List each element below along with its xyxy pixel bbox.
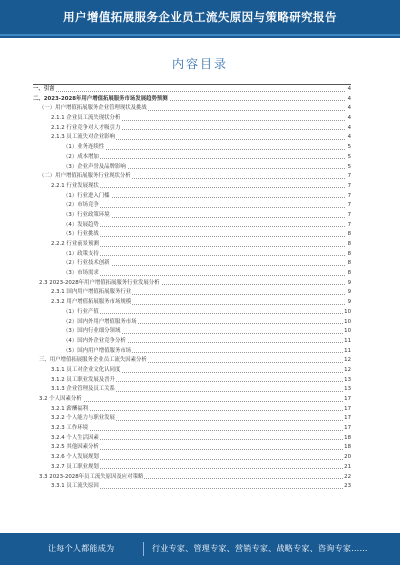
toc-entry-label: 2.2.2 行业前景预测 [51, 240, 100, 250]
toc-entry-page: 7 [347, 201, 351, 211]
toc-leader-dots [51, 410, 345, 411]
toc-entry[interactable] [33, 288, 351, 298]
toc-entry[interactable] [33, 143, 351, 153]
toc-entry-label: （1）业务连续性 [63, 143, 105, 153]
toc-heading: 内容目录 [171, 57, 228, 71]
toc-entry[interactable] [33, 482, 351, 492]
toc-entry-label: 3.1.3 企业管理及员工关系 [51, 385, 116, 395]
toc-entry-label: 二、2023-2028年用户增值拓展服务市场发展趋势预测 [33, 95, 169, 105]
toc-entry-label: 3.2.4 个人生活因素 [51, 434, 100, 444]
toc-entry-label: 2.1.1 企业员工流失现状分析 [51, 114, 121, 124]
toc-entry-label: （5）行业挑战 [63, 230, 100, 240]
footer-roles: 行业专家、管理专家、营销专家、战略专家、咨询专家…… [152, 544, 368, 553]
toc-entry[interactable] [33, 453, 351, 463]
toc-entry-page: 4 [347, 124, 351, 134]
toc-entry-page: 8 [347, 240, 351, 250]
toc-entry-label: （4）国内外企业竞争分析 [63, 337, 127, 347]
toc-entry[interactable] [33, 443, 351, 453]
toc-entry-label: （1）政策支持 [63, 250, 100, 260]
toc-entry[interactable] [33, 182, 351, 192]
toc-entry[interactable] [33, 298, 351, 308]
toc-entry-page: 12 [343, 356, 351, 366]
toc-entry[interactable] [33, 473, 351, 483]
toc-entry[interactable] [33, 104, 351, 114]
toc-entry-label: 3.2.7 员工职业规划 [51, 463, 100, 473]
toc-entry[interactable] [33, 337, 351, 347]
toc-entry-page: 10 [343, 308, 351, 318]
toc-entry-page: 9 [347, 298, 351, 308]
toc-entry-page: 17 [343, 414, 351, 424]
toc-leader-dots [63, 313, 345, 314]
toc-entry-page: 23 [343, 482, 351, 492]
toc-entry-label: （4）发展趋势 [63, 221, 100, 231]
toc-entry-page: 8 [347, 269, 351, 279]
toc-entry-page: 8 [347, 250, 351, 260]
toc-entry[interactable] [33, 230, 351, 240]
toc-entry[interactable] [33, 153, 351, 163]
toc-leader-dots [51, 430, 345, 431]
toc-entry-page: 7 [347, 221, 351, 231]
toc-entry-page: 7 [347, 192, 351, 202]
toc-entry[interactable] [33, 318, 351, 328]
toc-entry-label: （3）市场需求 [63, 269, 100, 279]
toc-leader-dots [63, 149, 345, 150]
toc-leader-dots [63, 226, 345, 227]
toc-entry-label: 3.2.1 薪酬福利 [51, 405, 89, 415]
toc-entry-label: 2.2.1 行业发展现状 [51, 182, 100, 192]
toc-entry[interactable] [33, 434, 351, 444]
footer-divider [143, 542, 144, 556]
toc-entry-page: 17 [343, 405, 351, 415]
toc-entry[interactable] [33, 269, 351, 279]
toc-entry[interactable] [33, 192, 351, 202]
toc-entry-page: 21 [343, 463, 351, 473]
toc-entry-page: 9 [347, 279, 351, 289]
toc-entry-label: （2）国内外用户增值服务市场 [63, 318, 138, 328]
toc-entry-page: 13 [343, 376, 351, 386]
toc-entry[interactable] [33, 84, 351, 95]
toc-entry-page: 18 [343, 443, 351, 453]
toc-entry-page: 18 [343, 434, 351, 444]
toc-leader-dots [63, 236, 345, 237]
toc-leader-dots [33, 91, 345, 92]
toc-entry-label: 一、引言 [33, 85, 56, 95]
toc-entry-label: 三、用户增值拓展服务企业员工流失因素分析 [39, 356, 148, 366]
toc-entry-label: （3）企业声誉及品牌影响 [63, 163, 127, 173]
toc-entry-label: （二）用户增值拓展服务行业现状分析 [39, 172, 132, 182]
toc-leader-dots [63, 158, 345, 159]
toc-entry[interactable] [33, 414, 351, 424]
toc-entry-label: （一）用户增值拓展服务企业管理现状及挑战 [39, 104, 148, 114]
toc-entry[interactable] [33, 405, 351, 415]
toc-entry[interactable] [33, 133, 351, 143]
toc-entry-label: 3.1.1 员工对企业文化认同度 [51, 366, 121, 376]
toc-entry[interactable] [33, 376, 351, 386]
toc-entry-page: 11 [343, 347, 351, 357]
toc-entry-page: 8 [347, 259, 351, 269]
toc-entry-page: 20 [343, 453, 351, 463]
toc-entry-page: 5 [347, 153, 351, 163]
toc-entry[interactable] [33, 114, 351, 124]
toc-leader-dots [63, 207, 345, 208]
toc-entry-page: 9 [347, 288, 351, 298]
toc-entry[interactable] [33, 308, 351, 318]
toc-entry[interactable] [33, 95, 351, 105]
toc-entry-page: 22 [343, 473, 351, 483]
toc-entry-label: （5）国内用户增值服务市场 [63, 347, 132, 357]
toc-entry-label: 3.2.6 个人发展规划 [51, 453, 100, 463]
footer-bar [0, 533, 400, 565]
toc-leader-dots [63, 275, 345, 276]
toc-entry-page: 5 [347, 163, 351, 173]
toc-entry-page: 13 [343, 385, 351, 395]
toc-entry-label: 3.3 2023-2028年员工流失原因及应对策略 [39, 473, 144, 483]
report-title: 用户增值拓展服务企业员工流失原因与策略研究报告 [63, 10, 337, 24]
toc-entry[interactable] [33, 172, 351, 182]
toc-entry[interactable] [33, 385, 351, 395]
table-of-contents [33, 84, 351, 492]
toc-entry[interactable] [33, 279, 351, 289]
toc-entry[interactable] [33, 356, 351, 366]
toc-entry-label: （2）成本增加 [63, 153, 100, 163]
toc-entry-page: 7 [347, 211, 351, 221]
toc-entry-label: 3.1.2 员工职业发展及晋升 [51, 376, 116, 386]
toc-entry-label: 2.1.3 员工流失对企业影响 [51, 133, 116, 143]
toc-entry-label: 3.3.1 员工流失原因 [51, 482, 100, 492]
toc-entry[interactable] [33, 347, 351, 357]
toc-entry-label: 3.2.5 其他因素分析 [51, 443, 100, 453]
toc-entry[interactable] [33, 124, 351, 134]
toc-entry[interactable] [33, 211, 351, 221]
toc-entry-page: 4 [347, 85, 351, 95]
toc-entry[interactable] [33, 163, 351, 173]
toc-entry-label: 2.3.2 用户增值拓展服务市场规模 [51, 298, 132, 308]
toc-entry-page: 17 [343, 424, 351, 434]
toc-entry-label: 3.2 个人因素分析 [39, 395, 83, 405]
toc-entry-page: 10 [343, 327, 351, 337]
toc-entry-page: 11 [343, 337, 351, 347]
toc-entry-page: 7 [347, 172, 351, 182]
toc-entry[interactable] [33, 240, 351, 250]
toc-entry-label: （3）国内行业细分领域 [63, 327, 121, 337]
toc-entry-label: 3.2.2 个人能力与职业发展 [51, 414, 116, 424]
toc-entry-page: 5 [347, 143, 351, 153]
toc-entry-page: 7 [347, 182, 351, 192]
toc-entry[interactable] [33, 424, 351, 434]
toc-leader-dots [63, 255, 345, 256]
toc-entry[interactable] [33, 395, 351, 405]
toc-leader-dots [39, 401, 345, 402]
toc-entry[interactable] [33, 250, 351, 260]
toc-entry-label: （2）市场竞争 [63, 201, 100, 211]
toc-entry-label: （2）行业技术创新 [63, 259, 111, 269]
report-header-bar [0, 0, 400, 38]
toc-entry-page: 8 [347, 230, 351, 240]
toc-entry-page: 17 [343, 395, 351, 405]
toc-entry-label: （1）行业进入门槛 [63, 192, 111, 202]
toc-entry-label: 2.3.1 国内用户增值拓展服务行业 [51, 288, 132, 298]
toc-entry-page: 12 [343, 366, 351, 376]
toc-entry[interactable] [33, 201, 351, 211]
toc-entry-page: 4 [347, 95, 351, 105]
toc-entry-label: 2.3 2023-2028年用户增值拓展服务行业发展分析 [39, 279, 161, 289]
toc-entry-label: （3）行业政策环境 [63, 211, 111, 221]
toc-entry-page: 10 [343, 318, 351, 328]
toc-entry[interactable] [33, 366, 351, 376]
toc-entry-label: （1）行业产值 [63, 308, 100, 318]
toc-entry[interactable] [33, 259, 351, 269]
toc-entry[interactable] [33, 327, 351, 337]
toc-entry-page: 4 [347, 114, 351, 124]
toc-entry-label: 2.1.2 行业竞争对人才吸引力 [51, 124, 121, 134]
toc-entry-page: 4 [347, 133, 351, 143]
toc-entry-label: 3.2.3 工作环境 [51, 424, 89, 434]
footer-slogan: 让每个人都能成为 [48, 544, 115, 553]
toc-entry-page: 4 [347, 104, 351, 114]
toc-entry[interactable] [33, 463, 351, 473]
toc-entry[interactable] [33, 221, 351, 231]
